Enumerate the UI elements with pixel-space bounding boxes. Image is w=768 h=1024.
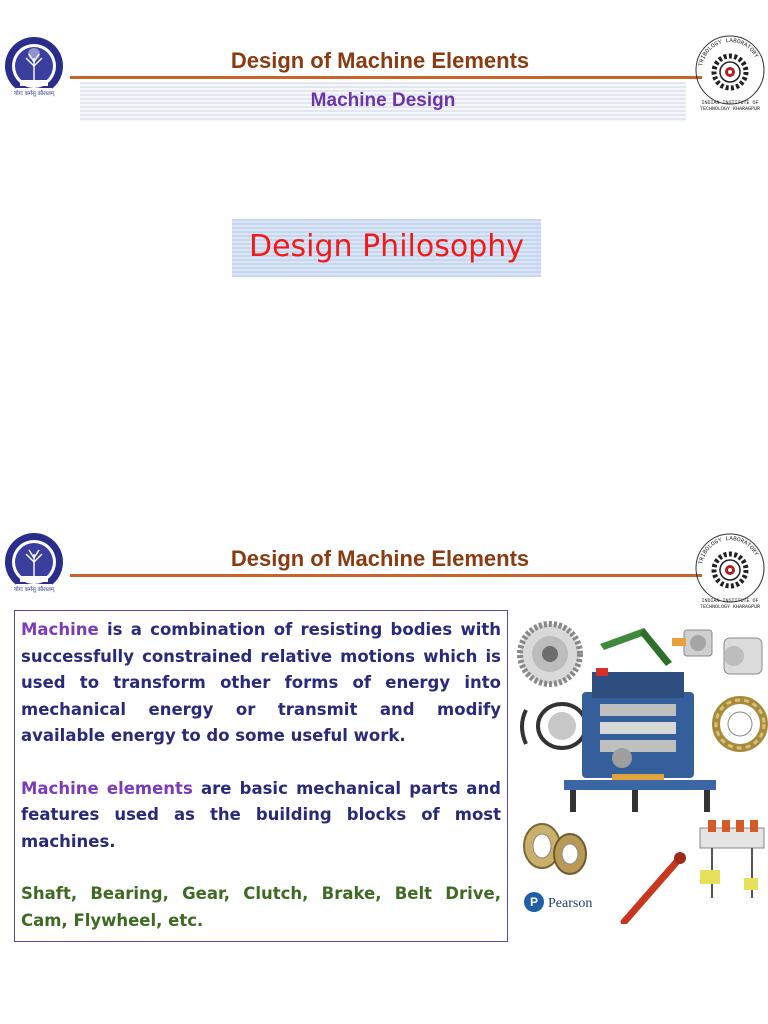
- pearson-label: Pearson: [548, 896, 593, 911]
- motor-icon: [724, 638, 762, 674]
- blue-machine-assembly-icon: [564, 668, 716, 812]
- tribology-lab-logo-icon: [692, 32, 768, 108]
- iit-kharagpur-logo-icon: [2, 532, 66, 596]
- slide-2: [0, 512, 768, 1024]
- machine-elements-illustration: [512, 608, 768, 924]
- machine-elements-examples: Shaft, Bearing, Gear, Clutch, Brake, Belt Drive, Cam, Flywheel, etc.: [21, 884, 501, 930]
- definition-text-box: [14, 610, 508, 942]
- machine-definition: [21, 617, 501, 750]
- pearson-mark: P: [529, 895, 539, 909]
- subheader-title: Machine Design: [310, 90, 456, 111]
- machine-keyword: Machine: [21, 620, 99, 639]
- machine-definition-text: is a combination of resisting bodies with successfully constrained relative motions which is used to transform other forms of energy into mechanical energy or transmit and modify available energy to do some useful work.: [21, 620, 501, 745]
- brake-assembly-icon: [700, 820, 764, 898]
- slide-title: Design Philosophy: [248, 229, 525, 264]
- header-rule: [70, 574, 702, 577]
- svg-text:TRIBOLOGY LABORATORY: TRIBOLOGY LABORATORY: [697, 36, 760, 67]
- angle-bracket-icon: [600, 628, 672, 666]
- ball-bearing-icon: [716, 700, 764, 748]
- logo-left-motto: योगः कर्मसु कौशलम्: [14, 587, 54, 593]
- logo-right-caption: INDIAN INSTITUTE OF TECHNOLOGY KHARAGPUR: [699, 100, 760, 112]
- machine-elements-definition: [21, 776, 501, 856]
- coupling-icon: [672, 630, 712, 656]
- header-title: Design of Machine Elements: [230, 48, 530, 73]
- logo-left-motto: योगः कर्मसु कौशलम्: [14, 91, 54, 97]
- roller-bearing-icon: [524, 824, 586, 874]
- tribology-lab-logo-icon: [692, 530, 768, 606]
- machine-elements-definition-text: are basic mechanical parts and features used as the building blocks of most machines.: [21, 778, 501, 851]
- iit-kharagpur-logo-icon: [2, 36, 66, 100]
- header-rule: [70, 76, 702, 79]
- logo-right-caption: INDIAN INSTITUTE OF TECHNOLOGY KHARAGPUR: [699, 598, 760, 610]
- machine-elements-keyword: Machine elements: [21, 778, 193, 798]
- gear-icon: [520, 624, 580, 684]
- belt-drive-icon: [522, 704, 586, 748]
- header-title: Design of Machine Elements: [230, 546, 530, 571]
- drive-shaft-icon: [624, 852, 686, 922]
- svg-text:TRIBOLOGY LABORATORY: TRIBOLOGY LABORATORY: [697, 534, 760, 565]
